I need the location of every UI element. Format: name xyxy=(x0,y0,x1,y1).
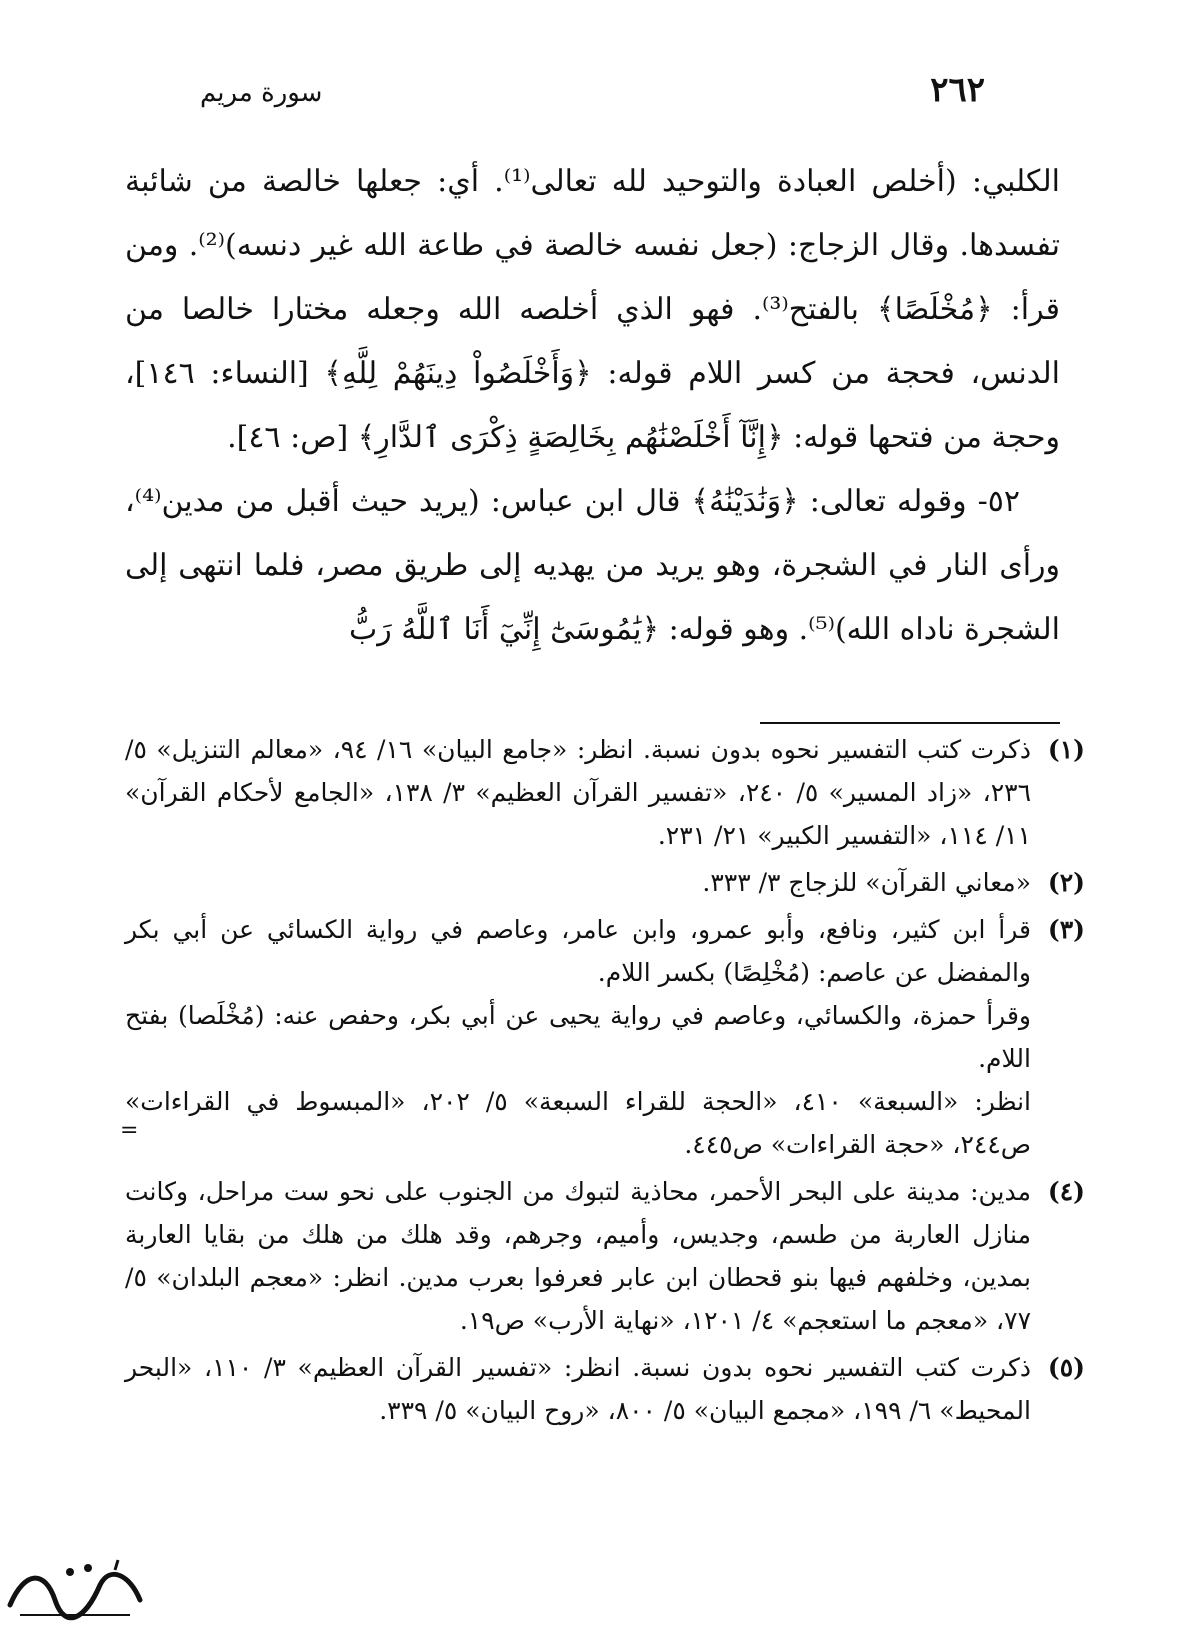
footnote-line: ذكرت كتب التفسير نحوه بدون نسبة. انظر: «تفسير القرآن العظيم» ٣/ ١١٠، «البحر المحيط» ٦/ ١٩٩، «مجمع البيان» ٥/ ٨٠٠، «روح البيان» ٥/ ٣٣٩. xyxy=(125,1353,1031,1425)
main-paragraph-2: ٥٢- وقوله تعالى: ﴿وَنَٰدَيْنَٰهُ﴾ قال ابن عباس: (يريد حيث أقبل من مدين⁽⁴⁾، ورأى النار في الشجرة، وهو يريد من يهديه إلى طريق مصر، فلما انتهى إلى الشجرة ناداه الله)⁽⁵⁾. وهو قوله: ﴿يَٰمُوسَىٰٓ إِنِّيٓ أَنَا ٱللَّهُ رَبُّ xyxy=(125,484,1060,647)
footnote-line: وقرأ حمزة، والكسائي، وعاصم في رواية يحيى عن أبي بكر، وحفص عنه: (مُخْلَصا) بفتح اللام. xyxy=(125,1001,1031,1073)
footnote-line: ذكرت كتب التفسير نحوه بدون نسبة. انظر: «جامع البيان» ١٦/ ٩٤، «معالم التنزيل» ٥/ ٢٣٦، «زاد المسير» ٥/ ٢٤٠، «تفسير القرآن العظيم» ٣/ ١٣٨، «الجامع لأحكام القرآن» ١١/ ١١٤، «التفسير الكبير» ٢١/ ٢٣١. xyxy=(125,735,1032,850)
surah-title: سورة مريم xyxy=(200,78,323,108)
footnotes xyxy=(125,728,1085,1436)
page-number: ٢٦٢ xyxy=(930,70,985,110)
footnote-text xyxy=(125,861,1031,904)
footnote-number: (٣) xyxy=(1047,915,1085,944)
footnote-text xyxy=(125,728,1031,857)
footnote-1 xyxy=(125,728,1085,857)
footnote-text xyxy=(125,908,1031,1166)
footnote-text xyxy=(125,1346,1031,1432)
main-paragraph-1: الكلبي: (أخلص العبادة والتوحيد لله تعالى⁽¹⁾. أي: جعلها خالصة من شائبة تفسدها. وقال الزجاج: (جعل نفسه خالصة في طاعة الله غير دنسه)⁽²⁾. ومن قرأ: ﴿مُخْلَصًا﴾ بالفتح⁽³⁾. فهو الذي أخلصه الله وجعله مختارا خالصا من الدنس، فحجة من كسر اللام قوله: ﴿وَأَخْلَصُواْ دِينَهُمْ لِلَّهِ﴾ [النساء: ١٤٦]، وحجة من فتحها قوله: ﴿إِنَّآ أَخْلَصْنَٰهُم بِخَالِصَةٍ ذِكْرَى ٱلدَّارِ﴾ [ص: ٤٦]. xyxy=(125,164,1060,455)
library-logo xyxy=(0,1550,150,1630)
page-header xyxy=(200,70,985,110)
footnote-number: (١) xyxy=(1047,735,1085,764)
footnote-line: مدين: مدينة على البحر الأحمر، محاذية لتبوك من الجنوب على نحو ست مراحل، وكانت منازل العاربة من طسم، وجديس، وأميم، وجرهم، وقد هلك من هلك من بقايا العاربة بمدين، وخلفهم فيها بنو قحطان ابن عابر فعرفوا بعرب مدين. انظر: «معجم البلدان» ٥/ ٧٧، «معجم ما استعجم» ٤/ ١٢٠١، «نهاية الأرب» ص١٩. xyxy=(125,1177,1031,1335)
footnote-number: (٢) xyxy=(1047,868,1085,897)
footnote-5 xyxy=(125,1346,1085,1432)
footnote-number: (٥) xyxy=(1047,1353,1085,1382)
footnote-2 xyxy=(125,861,1085,904)
footnote-line: قرأ ابن كثير، ونافع، وأبو عمرو، وابن عامر، وعاصم في رواية الكسائي عن أبي بكر والمفضل عن عاصم: (مُخْلِصًا) بكسر اللام. xyxy=(125,915,1031,987)
footnote-line: «معاني القرآن» للزجاج ٣/ ٣٣٣. xyxy=(702,868,1031,897)
footnote-4 xyxy=(125,1170,1085,1342)
main-text xyxy=(125,150,1060,662)
footnote-line: انظر: «السبعة» ٤١٠، «الحجة للقراء السبعة» ٥/ ٢٠٢، «المبسوط في القراءات» ص٢٤٤، «حجة القراءات» ص٤٤٥. xyxy=(125,1087,1031,1159)
footnote-3 xyxy=(125,908,1085,1166)
continuation-mark: = xyxy=(120,1118,139,1143)
footnote-divider xyxy=(760,722,1060,724)
footnote-number: (٤) xyxy=(1047,1177,1085,1206)
footnote-text xyxy=(125,1170,1031,1342)
